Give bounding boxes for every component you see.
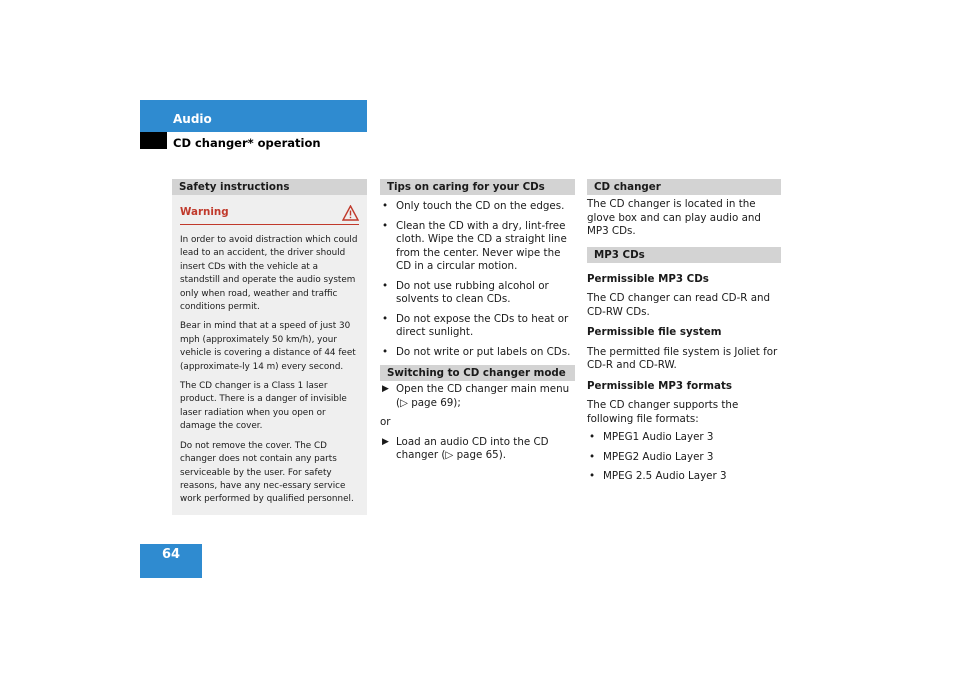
formats-list: [587, 431, 781, 484]
subheading: Permissible file system: [587, 326, 722, 338]
header-marker: [140, 132, 167, 149]
page-number: 64: [161, 547, 181, 562]
list-item: • Clean the CD with a dry, lint-free cloth. Wipe the CD a straight line from the center. Never wipe the CD in a circular motion.: [380, 220, 575, 274]
warning-paragraph: In order to avoid distraction which could lead to an accident, the driver should insert CDs with the vehicle at a standstill and operate the audio system only when road, weather and traffic conditions permit.: [180, 235, 358, 313]
list-item: • MPEG2 Audio Layer 3: [587, 451, 781, 465]
switching-heading: Switching to CD changer mode: [380, 365, 575, 381]
arrow-right-icon: ▶: [382, 436, 389, 447]
warning-box: [172, 195, 367, 515]
section-subtitle: CD changer* operation: [173, 136, 321, 150]
list-item: • Do not use rubbing alcohol or solvents to clean CDs.: [380, 280, 575, 307]
safety-column: [172, 179, 367, 515]
or-text: or: [380, 416, 391, 428]
cd-changer-heading: CD changer: [587, 179, 781, 195]
list-item: • Do not write or put labels on CDs.: [380, 346, 575, 360]
subheading: Permissible MP3 CDs: [587, 272, 709, 285]
list-item: • Only touch the CD on the edges.: [380, 200, 575, 214]
arrow-right-icon: ▶: [382, 384, 389, 394]
tips-heading: Tips on caring for your CDs: [380, 179, 575, 195]
warning-paragraph: Do not remove the cover. The CD changer does not contain any parts serviceable by the user. For safety reasons, have any nec-essary service work performed by qualified personnel.: [180, 440, 354, 505]
tips-list: [380, 200, 575, 359]
step-item: [380, 436, 575, 463]
step-item: [380, 383, 575, 410]
body-text: The CD changer supports the following file formats:: [587, 399, 739, 425]
cd-changer-column: [587, 179, 781, 490]
mp3-heading: MP3 CDs: [587, 247, 781, 263]
warning-paragraph: Bear in mind that at a speed of just 30 mph (approximately 50 km/h), your vehicle is covering a distance of 44 feet (approximate-ly 14 m) every second.: [180, 321, 356, 372]
step-text: Open the CD changer main menu (▷ page 69);: [396, 383, 570, 409]
subheading: Permissible MP3 formats: [587, 379, 733, 392]
warning-header: [180, 202, 359, 225]
step-text: Load an audio CD into the CD changer (▷ page 65).: [396, 435, 549, 461]
list-item: • Do not expose the CDs to heat or direct sunlight.: [380, 313, 575, 340]
safety-heading: Safety instructions: [172, 179, 367, 195]
body-text: The permitted file system is Joliet for CD-R and CD-RW.: [587, 345, 778, 371]
warning-triangle-icon: [342, 205, 359, 221]
warning-paragraph: The CD changer is a Class 1 laser product. There is a danger of invisible laser radiation when you open or damage the cover.: [180, 381, 347, 432]
list-item: • MPEG1 Audio Layer 3: [587, 431, 781, 445]
warning-label: Warning: [180, 206, 229, 219]
body-text: The CD changer can read CD-R and CD-RW CDs.: [587, 292, 771, 318]
section-title: Audio: [173, 112, 212, 126]
intro-text: The CD changer is located in the glove box and can play audio and MP3 CDs.: [587, 198, 761, 237]
list-item: • MPEG 2.5 Audio Layer 3: [587, 470, 781, 484]
cd-care-column: [380, 179, 575, 463]
